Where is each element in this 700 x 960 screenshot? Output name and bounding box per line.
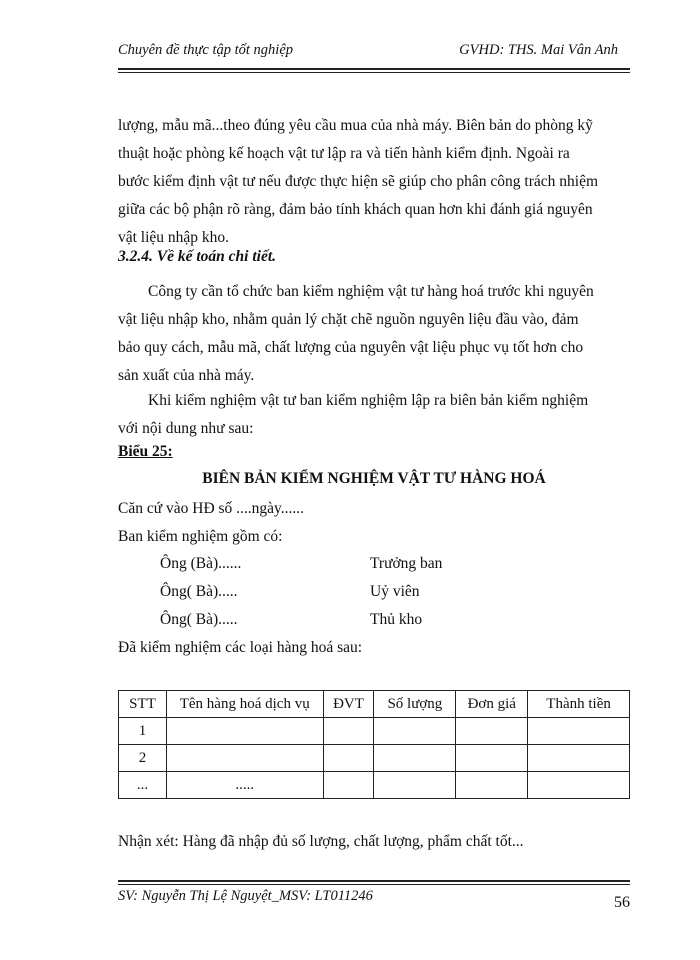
table-cell <box>528 772 630 799</box>
paragraph-line: lượng, mẫu mã...theo đúng yêu cầu mua của nhà máy. Biên bản do phòng kỹ <box>118 117 593 134</box>
table-cell <box>323 772 374 799</box>
table-header-row <box>119 691 630 718</box>
col-header-unit: ĐVT <box>323 691 374 718</box>
table-cell: 1 <box>119 718 167 745</box>
section-heading: 3.2.4. Về kế toán chi tiết. <box>118 248 277 265</box>
header-rule-thin <box>118 72 630 73</box>
paragraph-line: thuật hoặc phòng kế hoạch vật tư lập ra và tiến hành kiểm định. Ngoài ra <box>118 145 570 162</box>
table-cell <box>528 718 630 745</box>
member-name: Ông( Bà)..... <box>160 611 238 628</box>
member-name: Ông (Bà)...... <box>160 555 242 572</box>
paragraph-line: giữa các bộ phận rõ ràng, đảm bảo tính khách quan hơn khi đánh giá nguyên <box>118 201 593 218</box>
table-cell <box>456 772 528 799</box>
paragraph-1 <box>118 112 630 252</box>
figure-label: Biểu 25: <box>118 443 173 460</box>
member-role: Uỷ viên <box>370 583 420 600</box>
table-row <box>119 745 630 772</box>
page-number: 56 <box>614 894 630 911</box>
goods-table <box>118 690 630 799</box>
table-cell <box>456 718 528 745</box>
paragraph-3 <box>118 387 630 443</box>
table-cell <box>323 745 374 772</box>
table-row <box>119 772 630 799</box>
table-cell: ... <box>119 772 167 799</box>
table-cell <box>456 745 528 772</box>
table-row <box>119 718 630 745</box>
table-cell: ..... <box>166 772 323 799</box>
footer-rule-thin <box>118 884 630 885</box>
col-header-stt: STT <box>119 691 167 718</box>
inspected-goods-intro: Đã kiểm nghiệm các loại hàng hoá sau: <box>118 639 363 656</box>
table-cell <box>166 745 323 772</box>
table-cell <box>374 718 456 745</box>
table-cell <box>528 745 630 772</box>
member-name: Ông( Bà)..... <box>160 583 238 600</box>
col-header-goods-name: Tên hàng hoá dịch vụ <box>166 691 323 718</box>
paragraph-line: sản xuất của nhà máy. <box>118 367 255 384</box>
paragraph-line: bảo quy cách, mẫu mã, chất lượng của nguyên vật liệu phục vụ tốt hơn cho <box>118 339 584 356</box>
table-cell <box>374 745 456 772</box>
header-supervisor: GVHD: THS. Mai Vân Anh <box>459 42 618 58</box>
header-rule <box>118 68 630 70</box>
basis-line: Căn cứ vào HĐ số ....ngày...... <box>118 500 305 517</box>
table-cell <box>166 718 323 745</box>
table-cell: 2 <box>119 745 167 772</box>
paragraph-line: với nội dung như sau: <box>118 420 254 437</box>
table-cell <box>374 772 456 799</box>
footer-student: SV: Nguyễn Thị Lệ Nguyệt_MSV: LT011246 <box>118 888 373 904</box>
paragraph-2 <box>118 278 630 390</box>
paragraph-line: Khi kiểm nghiệm vật tư ban kiểm nghiệm lập ra biên bản kiểm nghiệm <box>148 392 589 409</box>
header-course-title: Chuyên đề thực tập tốt nghiệp <box>118 42 294 58</box>
remark: Nhận xét: Hàng đã nhập đủ số lượng, chất lượng, phẩm chất tốt... <box>118 833 524 850</box>
footer-rule <box>118 880 630 882</box>
col-header-unit-price: Đơn giá <box>456 691 528 718</box>
document-title: BIÊN BẢN KIỂM NGHIỆM VẬT TƯ HÀNG HOÁ <box>202 470 546 487</box>
member-role: Thủ kho <box>370 611 423 628</box>
member-role: Trưởng ban <box>370 555 443 572</box>
paragraph-line: Công ty cần tổ chức ban kiểm nghiệm vật tư hàng hoá trước khi nguyên <box>148 283 594 300</box>
paragraph-line: vật liệu nhập kho, nhằm quản lý chặt chẽ nguồn nguyên liệu đầu vào, đảm <box>118 311 579 328</box>
col-header-quantity: Số lượng <box>374 691 456 718</box>
paragraph-line: vật liệu nhập kho. <box>118 229 230 246</box>
table-cell <box>323 718 374 745</box>
paragraph-line: bước kiểm định vật tư nếu được thực hiện sẽ giúp cho phân công trách nhiệm <box>118 173 599 190</box>
committee-intro: Ban kiểm nghiệm gồm có: <box>118 528 283 545</box>
col-header-amount: Thành tiền <box>528 691 630 718</box>
page-header <box>118 40 618 64</box>
